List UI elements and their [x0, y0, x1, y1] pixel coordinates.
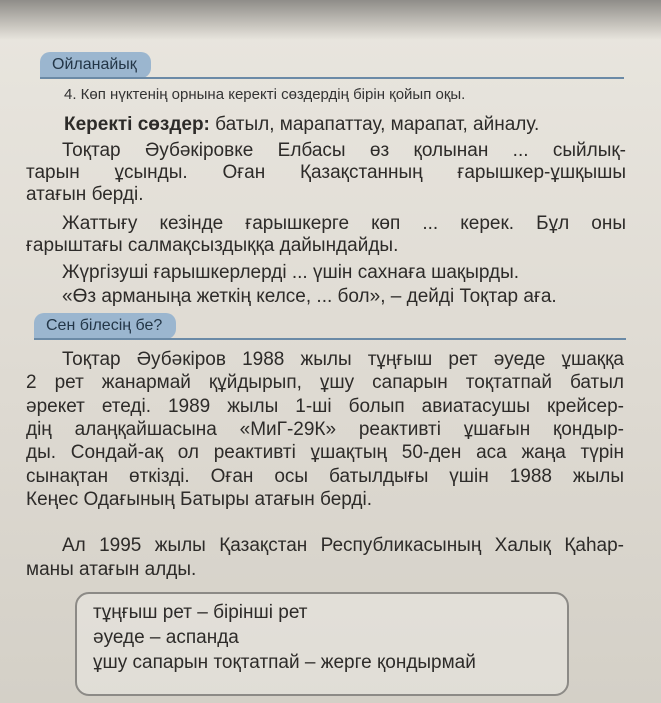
- exercise-line: Тоқтар Әубәкіровке Елбасы өз қолынан ... сыйлық-: [62, 140, 626, 161]
- section-divider: [40, 77, 624, 79]
- keywords-line: [64, 114, 539, 136]
- exercise-line: «Өз арманыңа жеткің келсе, ... бол», – дейді Тоқтар аға.: [62, 286, 557, 307]
- glossary-box: [75, 592, 569, 696]
- exercise-line: тарын ұсынды. Оған Қазақстанның ғарышкер-ұшқышы: [26, 162, 626, 183]
- exercise-line: Жаттығу кезінде ғарышкерге көп ... керек. Бұл оны: [62, 213, 626, 234]
- section-divider: [34, 338, 626, 340]
- glossary-entry: әуеде – аспанда: [93, 627, 239, 648]
- page-edge-shadow: [0, 0, 661, 40]
- task-instruction: 4. Көп нүктенің орнына керекті сөздердің бірін қойып оқы.: [64, 86, 466, 103]
- info-line: Ал 1995 жылы Қазақстан Республикасының Халық Қаһар-: [62, 535, 624, 556]
- info-line: маны атағын алды.: [26, 559, 197, 580]
- info-line: әрекет етеді. 1989 жылы 1-ші болып авиатасушы крейсер-: [26, 396, 624, 417]
- info-line: ды. Сондай-ақ ол реактивті ұшақтың 50-ден аса жаңа түрін: [26, 442, 624, 463]
- section-tab-label: Сен білесің бе?: [46, 317, 163, 334]
- keywords-list: батыл, марапаттау, марапат, айналу.: [209, 114, 540, 135]
- info-line: 2 рет жанармай құйдырып, ұшу сапарын тоқтатпай батыл: [26, 372, 624, 393]
- exercise-line: ғарыштағы салмақсыздыққа дайындайды.: [26, 235, 399, 256]
- section-tab-did-you-know: [34, 313, 176, 339]
- info-line: дің алаңқайшасына «МиГ-29К» реактивті ұшағын қондыр-: [26, 419, 624, 440]
- exercise-line: Жүргізуші ғарышкерлерді ... үшін сахнаға шақырды.: [62, 262, 520, 283]
- glossary-entry: ұшу сапарын тоқтатпай – жерге қондырмай: [93, 652, 476, 673]
- section-tab-label: Ойланайық: [52, 56, 137, 73]
- info-line: сынақтан өткізді. Оған осы батылдығы үшін 1988 жылы: [26, 466, 624, 487]
- exercise-line: атағын берді.: [26, 184, 144, 205]
- info-line: Кеңес Одағының Батыры атағын берді.: [26, 489, 372, 510]
- info-line: Тоқтар Әубәкіров 1988 жылы тұңғыш рет әуеде ұшаққа: [62, 349, 624, 370]
- glossary-entry: тұңғыш рет – бірінші рет: [93, 602, 308, 623]
- keywords-label: Керекті сөздер:: [64, 114, 210, 135]
- section-tab-think: [40, 52, 151, 78]
